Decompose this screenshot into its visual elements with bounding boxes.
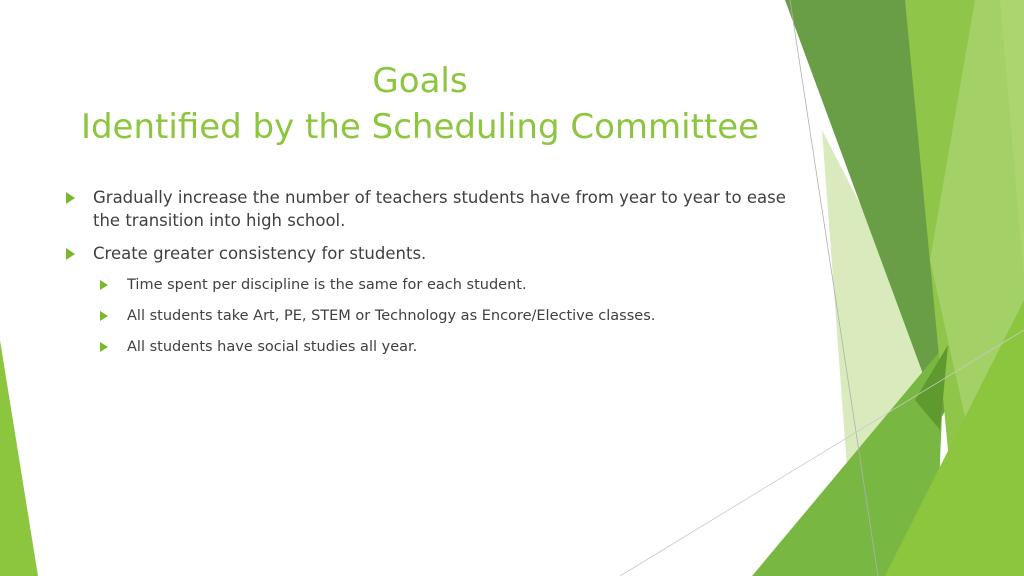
arrow-bullet-icon	[66, 192, 75, 204]
title-line-subtitle: Identified by the Scheduling Committee	[80, 107, 760, 147]
sub-bullet-text: Time spent per discipline is the same for each student.	[127, 277, 527, 293]
bullet-item	[62, 186, 792, 232]
sub-bullet-text: All students have social studies all year.	[127, 339, 418, 355]
sub-bullet-item	[96, 306, 792, 326]
arrow-bullet-icon	[66, 248, 75, 260]
left-sliver-shape	[0, 340, 38, 576]
bullet-item	[62, 242, 792, 265]
sub-bullet-text: All students take Art, PE, STEM or Technology as Encore/Elective classes.	[127, 308, 656, 324]
arrow-bullet-icon	[100, 311, 108, 321]
title-line-goals: Goals	[372, 61, 468, 101]
bullet-text: Gradually increase the number of teachers students have from year to year to ease the transition into high school.	[93, 188, 786, 230]
slide-title	[40, 58, 800, 150]
bullet-text: Create greater consistency for students.	[93, 244, 427, 263]
sub-bullet-item	[96, 275, 792, 295]
bullet-list	[62, 186, 792, 368]
sub-bullet-item	[96, 337, 792, 357]
arrow-bullet-icon	[100, 280, 108, 290]
arrow-bullet-icon	[100, 342, 108, 352]
